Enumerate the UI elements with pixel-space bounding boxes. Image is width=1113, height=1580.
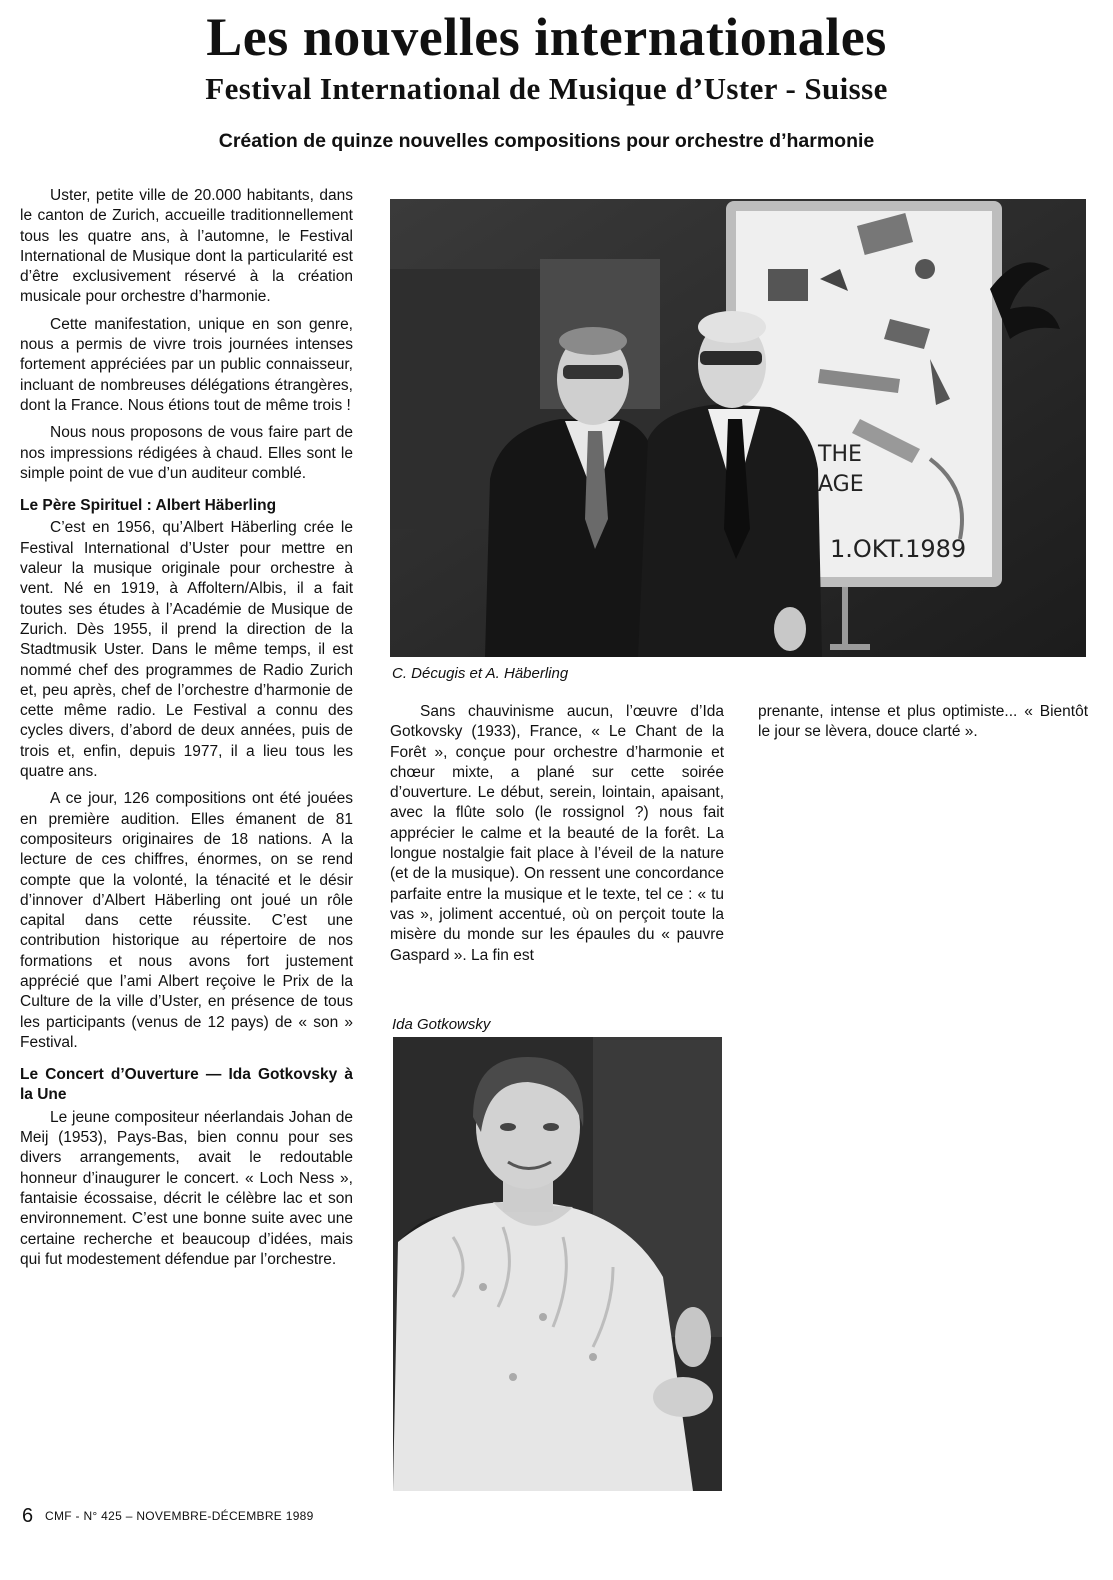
section1-paragraph-1: C’est en 1956, qu’Albert Häberling crée le Festival International d’Uster pour mettre en valeur la musique originale pour orchestre à vent. Né en 1919, à Affoltern/Albis, il a fait toutes ses études à l’Académie de Musique de Zurich. Dès 1955, il prend la direction de la Stadtmusik Uster. Dans le même temps, il est nommé chef des programmes de Radio Zurich et, peu après, chef de l’orchestre d’harmonie de cette même radio. Le Festival a connu des cycles divers, d’abord de deux années, puis de trois et, enfin, depuis 1977, il a lieu tous les quatre ans. <box>20 519 353 781</box>
photo-ida-gotkowsky <box>393 1037 722 1491</box>
poster-text-1: THE <box>818 442 862 467</box>
continuation-paragraph: prenante, intense et plus optimiste... « Bientôt le jour se lèvera, douce clarté ». <box>758 703 1088 741</box>
column-right <box>758 702 1088 750</box>
issue-line: CMF - N° 425 – NOVEMBRE-DÉCEMBRE 1989 <box>45 1509 314 1523</box>
article-lede: Création de quinze nouvelles compositions pour orchestre d’harmonie <box>218 130 875 152</box>
photo-ida-gotkowsky-image <box>393 1037 722 1491</box>
photo-decugis-haberling-image <box>390 199 1086 657</box>
intro-paragraph-2: Cette manifestation, unique en son genre, nous a permis de vivre trois journées intenses fortement appréciées par un public connaisseur, incluant de nombreuses délégations étrangères, dont la France. Nous étions tout de même trois ! <box>20 315 353 414</box>
photo-caption-gotkowsky: Ida Gotkowsky <box>392 1016 491 1033</box>
page-number: 6 <box>22 1505 34 1527</box>
poster-text-2: AGE <box>818 472 864 497</box>
intro-paragraph-1: Uster, petite ville de 20.000 habitants, dans le canton de Zurich, accueille traditionnellement tous les quatre ans, à l’automne, le Festival International de Musique dont la particularité est d’être exclusivement réservé à la création musicale pour orchestre d’harmonie. <box>20 187 353 306</box>
page-subtitle: Festival International de Musique d’Uster - Suisse <box>205 71 888 106</box>
section1-paragraph-2: A ce jour, 126 compositions ont été jouées en première audition. Elles émanent de 81 compositeurs originaires de 18 nations. A la lecture de ces chiffres, énormes, on se rend compte que la volonté, la ténacité et le désir d’innover d’Albert Häberling ont joué un rôle capital dans cette réussite. C’est une contribution historique au répertoire de nos formations et nous avons fort justement apprécié que l’ami Albert reçoive le Prix de la Culture de la ville d’Uster, en présence de tous les participants (venus de 12 pays) de « son » Festival. <box>20 790 353 1051</box>
section-heading-concert-ouverture: Le Concert d’Ouverture — Ida Gotkovsky à la Une <box>20 1066 353 1104</box>
section2-paragraph-1: Le jeune compositeur néerlandais Johan de Meij (1953), Pays-Bas, bien connu pour ses divers arrangements, avait le redoutable honneur d’inaugurer le concert. « Loch Ness », fantaisie écossaise, décrit le célèbre lac et son environnement. C’est une bonne suite avec une certaine recherche et beaucoup d’idées, mais qui fut modestement défendue par l’orchestre. <box>20 1108 353 1268</box>
photo-caption-decugis-haberling: C. Décugis et A. Häberling <box>392 665 569 682</box>
page-title: Les nouvelles internationales <box>206 7 887 67</box>
gotkovsky-paragraph: Sans chauvinisme aucun, l’œuvre d’Ida Gotkovsky (1933), France, « Le Chant de la Forêt », conçue pour orchestre d’harmonie et chœur mixte, a plané sur cette soirée d’ouverture. Le début, serein, lointain, apaisant, avec la flûte solo (le rossignol ?) nous fait apprécier le calme et la beauté de la forêt. La longue nostalgie fait place à l’éveil de la nature (et de la musique). On ressent une concordance parfaite entre la musique et le texte, tel ce : « tu vas », joliment accentué, où on perçoit toute la misère du monde sur les épaules du « pauvre Gaspard ». La fin est <box>390 703 724 964</box>
poster-date: 1.OKT.1989 <box>830 535 967 563</box>
photo-decugis-haberling <box>390 199 1086 657</box>
intro-paragraph-3: Nous nous proposons de vous faire part de nos impressions rédigées à chaud. Elles sont le simple point de vue d’un auditeur comblé. <box>20 424 353 482</box>
column-left <box>20 186 353 1277</box>
column-middle <box>390 702 724 973</box>
section-heading-pere-spirituel: Le Père Spirituel : Albert Häberling <box>20 497 277 515</box>
